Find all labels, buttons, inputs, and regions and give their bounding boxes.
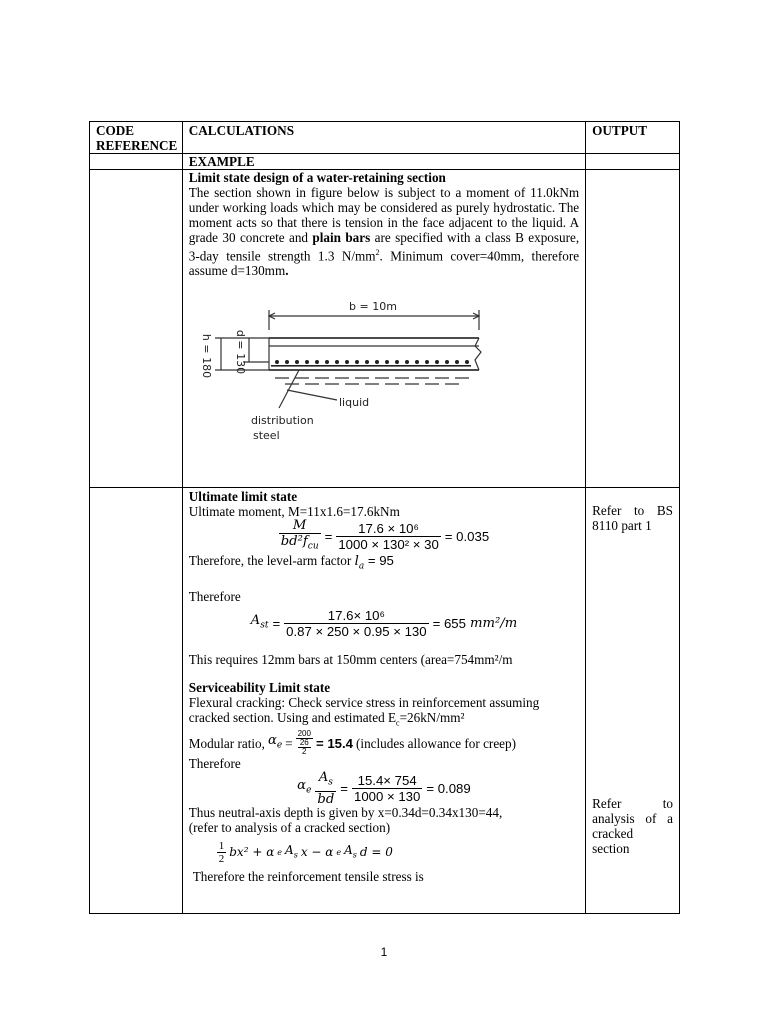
header-row	[90, 122, 680, 154]
figure-h-label: h = 180	[199, 334, 213, 379]
section1-code-cell	[90, 170, 183, 488]
sls-na-line: Thus neutral-axis depth is given by x=0.34d=0.34x130=44,	[188, 805, 503, 821]
example-row	[90, 154, 680, 170]
output-bs-reference: Refer to BS 8110 part 1	[592, 503, 673, 533]
page-number: 1	[380, 945, 388, 959]
sls-na-ref: (refer to analysis of a cracked section)	[188, 820, 391, 836]
header-output: OUTPUT	[586, 122, 680, 154]
output-cracked-reference: Refer to analysis of a cracked section	[592, 796, 673, 856]
section-figure	[189, 286, 551, 456]
header-code-reference: CODE REFERENCE	[90, 122, 183, 154]
example-code-cell	[90, 154, 183, 170]
header-calculations: CALCULATIONS	[182, 122, 585, 154]
sls-cracking-line: Flexural cracking: Check service stress in reinforcement assuming cracked section. Using and estimated $E_c=26kN$/mm²	[188, 694, 540, 728]
section1-title: Limit state design of a water-retaining section	[188, 170, 446, 185]
uls-therefore: Therefore	[188, 588, 241, 604]
uls-equation-1: $\frac{M}{bd^2f_{cu}}$ = $\frac{\text{17.6 × 10⁶}}{\text{1000 × 130² × 30}}$ = 0.035	[280, 517, 490, 552]
figure-liquid-label: liquid	[338, 396, 369, 410]
section2-row	[90, 488, 680, 914]
uls-equation-2: $A_{st}$ = $\frac{\text{17.6× 10⁶}}{0.87 \times 250 \times 0.95 \times 130}$ = 655 mm²/m	[250, 608, 518, 640]
section2-code-cell	[90, 488, 183, 914]
example-output-cell	[586, 154, 680, 170]
figure-steel-label: steel	[252, 429, 280, 443]
uls-title: Ultimate limit state	[188, 489, 298, 504]
sls-equation-3: $\alpha_e$ $\frac{A_s}{bd}$ = $\frac{15.4\times 754}{1000 \times 130}$ = 0.089	[297, 769, 471, 807]
section1-output-cell	[586, 170, 680, 488]
sls-therefore: Therefore	[188, 756, 241, 772]
section2-calc-cell	[182, 488, 585, 914]
figure-b-label: b = 10m	[348, 300, 397, 314]
sls-quadratic-equation: $\frac{1}{2}$ bx² + α e $A_s$ x − α e $A_s$ d = 0	[218, 839, 393, 865]
uls-bars-line: This requires 12mm bars at 150mm centers (area=754mm²/m	[188, 651, 513, 667]
example-label: EXAMPLE	[182, 154, 585, 170]
figure-d-label: d = 130	[233, 330, 247, 375]
section2-output-cell	[586, 488, 680, 914]
sls-title: Serviceability Limit state	[188, 679, 331, 695]
section1-calc-cell	[182, 170, 585, 488]
section1-intro: The section shown in figure below is subject to a moment of 11.0kNm under working loads which may be considered as purely hydrostatic. The moment acts so that there is tension in the face adjacent to the liquid. A grade 30 concrete and plain bars are specified with a class B exposure, 3-day tensile strength 1.3 $N/mm^2$. Minimum cover=40mm, therefore assume d=130mm.	[188, 185, 580, 279]
figure-distribution-label: distribution	[250, 414, 314, 428]
section1-row	[90, 170, 680, 488]
sls-modular-line: Modular ratio, $\alpha_e$ = $\frac{200}{\frac{26}{2}}$ = 15.4 (includes allowance for creep)	[188, 729, 517, 757]
calculation-table	[89, 121, 680, 914]
uls-moment-line: Ultimate moment, M=11x1.6=17.6kNm	[188, 504, 400, 519]
sls-stress-line: Therefore the reinforcement tensile stress is	[192, 869, 424, 885]
uls-lever-line: Therefore, the level-arm factor $l_a = 95$	[188, 553, 394, 572]
